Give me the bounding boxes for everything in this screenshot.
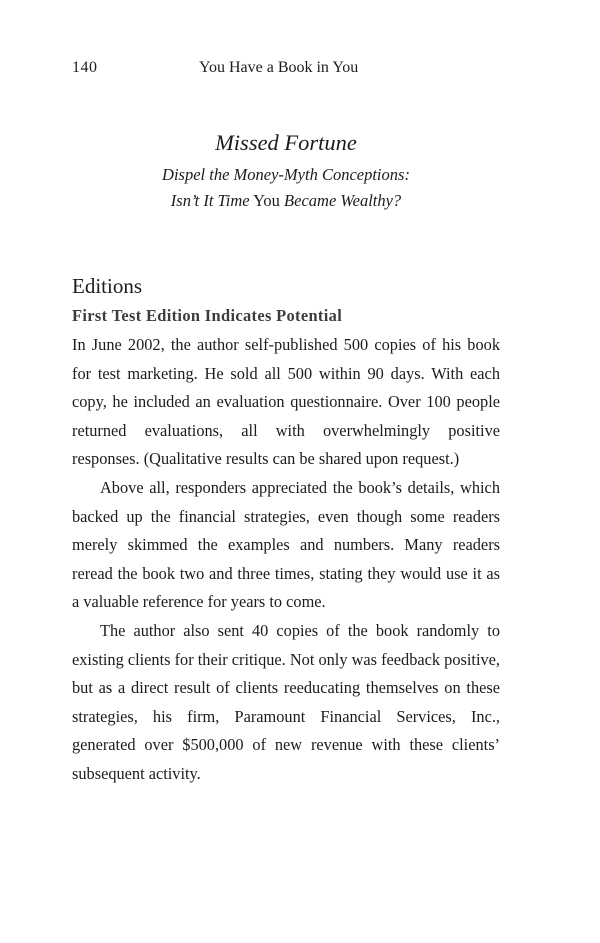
paragraph: The author also sent 40 copies of the book randomly to existing clients for their critique. Not only was feedback positive, but as a direct result of clients reeducating themselves on these strategies, his firm, Paramount Financial Services, Inc., generated over $500,000 of new revenue with these clients’ subsequent activity. xyxy=(72,620,501,783)
subtitle-line-1: Dispel the Money-Myth Conceptions: xyxy=(162,165,410,184)
book-title-block xyxy=(72,128,500,214)
subtitle-line-2-part-c: Became Wealthy? xyxy=(284,191,402,210)
subtitle-line-2-part-a: Isn’t It Time xyxy=(170,191,250,210)
book-title: Missed Fortune xyxy=(215,130,357,155)
running-head xyxy=(72,57,500,79)
section-subheading: First Test Edition Indicates Potential xyxy=(72,306,343,325)
book-subtitle xyxy=(72,162,500,214)
subtitle-line-2 xyxy=(72,188,500,214)
page-number: 140 xyxy=(72,59,98,76)
section-heading: Editions xyxy=(72,274,143,298)
body-text xyxy=(72,331,500,789)
book-page xyxy=(72,0,500,943)
paragraph: In June 2002, the author self-published 500 copies of his book for test marketing. He sold all 500 within 90 days. With each copy, he included an evaluation questionnaire. Over 100 people returned evaluations, all with overwhelmingly positive responses. (Qualitative results can be shared upon request.) xyxy=(72,335,500,469)
subtitle-line-2-part-b: You xyxy=(249,191,285,210)
running-head-title: You Have a Book in You xyxy=(199,59,359,76)
paragraph: Above all, responders appreciated the book’s details, which backed up the financial strategies, even though some readers merely skimmed the examples and numbers. Many readers reread the book two and three times, stating they would use it as a valuable reference for years to come. xyxy=(72,477,500,612)
